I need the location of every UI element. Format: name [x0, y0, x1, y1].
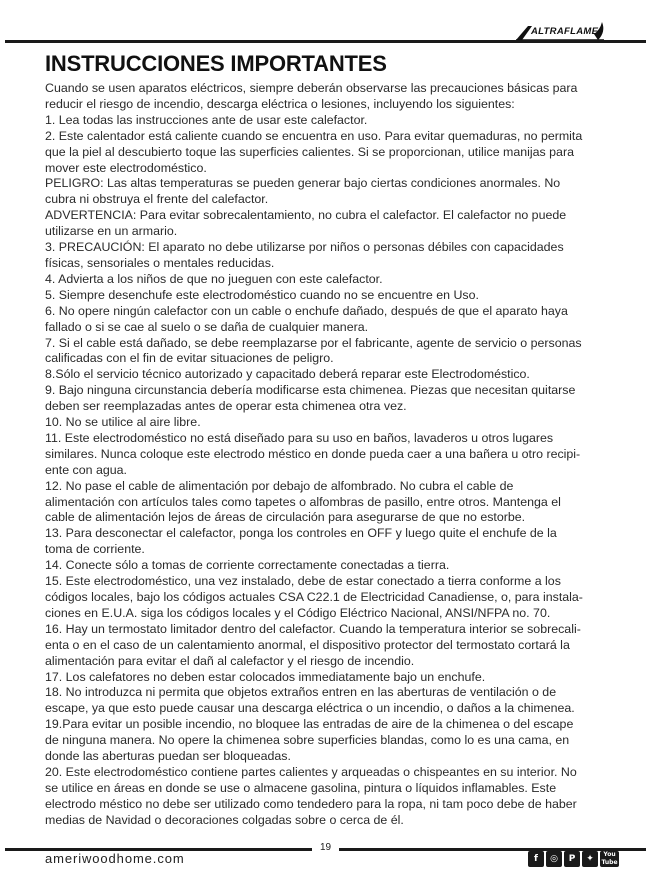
- body-line: 19.Para evitar un posible incendio, no bloquee las entradas de aire de la chimenea o del escape: [45, 717, 574, 732]
- body-line: 18. No introduzca ni permita que objetos extraños entren en las aberturas de ventilación o de: [45, 685, 557, 700]
- page-title: INSTRUCCIONES IMPORTANTES: [45, 51, 387, 76]
- header-rule: [5, 40, 646, 43]
- page-number: 19: [319, 842, 332, 853]
- instagram-icon[interactable]: ◎: [546, 851, 562, 867]
- facebook-icon[interactable]: f: [528, 851, 544, 867]
- body-line: 12. No pase el cable de alimentación por debajo de alfombrado. No cubra el cable de: [45, 478, 514, 493]
- instructions-body: [45, 81, 605, 829]
- body-line: medias de Navidad o decoraciones colgadas sobre o cerca de él.: [45, 812, 404, 827]
- body-line: 17. Los calefatores no deben estar colocados immediatamente bajo un enchufe.: [45, 669, 486, 684]
- body-line: enta o en el caso de un calentamiento anormal, el dispositivo protector del termostato cortará la: [45, 637, 570, 652]
- body-line: cubra ni obstruya el frente del calefactor.: [45, 192, 269, 207]
- body-line: Cuando se usen aparatos eléctricos, siempre deberán observarse las precauciones básicas para: [45, 81, 578, 95]
- body-line: que la piel al descubierto toque las superficies calientes. Si se proporcionan, utilice manijas para: [45, 144, 574, 159]
- twitter-icon[interactable]: ✦: [582, 851, 598, 867]
- body-line: 13. Para desconectar el calefactor, ponga los controles en OFF y luego quite el enchufe de la: [45, 526, 557, 541]
- body-line: 7. Si el cable está dañado, se debe reemplazarse por el fabricante, agente de servicio o personas: [45, 335, 582, 350]
- body-line: 2. Este calentador está caliente cuando se encuentra en uso. Para evitar quemaduras, no permita: [45, 128, 583, 143]
- body-line: ADVERTENCIA: Para evitar sobrecalentamiento, no cubra el calefactor. El calefactor no puede: [45, 208, 567, 223]
- body-line: fallado o si se cae al suelo o se daña de cualquier manera.: [45, 319, 369, 334]
- body-line: 4. Advierta a los niños de que no jueguen con este calefactor.: [45, 271, 383, 286]
- body-line: utilizarse en un armario.: [45, 224, 178, 239]
- body-line: códigos locales, bajo los códigos actuales CSA C22.1 de Electricidad Canadiense, o, para instala-: [45, 590, 583, 604]
- body-line: similares. Nunca coloque este electrodo méstico en donde pueda caer a una bañera u otro recipi-: [45, 446, 581, 461]
- youtube-icon[interactable]: You Tube: [601, 851, 618, 866]
- pinterest-icon[interactable]: P: [564, 851, 580, 867]
- body-line: 3. PRECAUCIÓN: El aparato no debe utilizarse por niños o personas débiles con capacidades: [45, 240, 564, 255]
- body-line: 8.Sólo el servicio técnico autorizado y capacitado deberá reparar este Electrodoméstico.: [45, 367, 530, 382]
- body-line: 6. No opere ningún calefactor con un cable o enchufe dañado, después de que el aparato haya: [45, 303, 568, 318]
- body-line: alimentación con artículos tales como tapetes o alfombras de pasillo, entre otros. Mantenga el: [45, 494, 561, 509]
- body-line: físicas, sensoriales o mentales reducidas.: [45, 255, 275, 270]
- body-line: reducir el riesgo de incendio, descarga eléctrica o lesiones, incluyendo los siguientes:: [45, 96, 515, 111]
- body-line: 16. Hay un termostato limitador dentro del calefactor. Cuando la temperatura interior se sobrecali-: [45, 621, 581, 636]
- brand-logo-text: ALTRAFLAME: [531, 26, 599, 37]
- body-line: 10. No se utilice al aire libre.: [45, 415, 201, 430]
- body-line: cable de alimentación lejos de áreas de circulación para asegurarse de que no estorbe.: [45, 510, 526, 525]
- body-line: 14. Conecte sólo a tomas de corriente correctamente conectadas a tierra.: [45, 558, 450, 573]
- body-line: 15. Este electrodoméstico, una vez instalado, debe de estar conectado a tierra conforme a los: [45, 574, 561, 589]
- body-line: se utilice en áreas en donde se use o almacene gasolina, pintura o líquidos inflamables. Este: [45, 780, 557, 795]
- body-line: 11. Este electrodoméstico no está diseñado para su uso en baños, lavaderos u otros lugares: [45, 430, 554, 445]
- body-line: electrodo méstico no debe ser utilizado como tendedero para la ropa, ni tam poco debe de haber: [45, 796, 577, 811]
- body-line: toma de corriente.: [45, 542, 145, 557]
- body-line: donde las aberturas puedan ser bloqueadas.: [45, 749, 291, 764]
- body-line: 20. Este electrodoméstico contiene partes calientes y arqueadas o chispeantes en su interior. No: [45, 764, 577, 779]
- body-line: mover este electrodoméstico.: [45, 160, 207, 175]
- body-line: ente con agua.: [45, 462, 127, 477]
- body-line: 5. Siempre desenchufe este electrodoméstico cuando no se encuentre en Uso.: [45, 287, 479, 302]
- body-line: 9. Bajo ninguna circunstancia debería modificarse esta chimenea. Piezas que necesitan quitarse: [45, 383, 576, 398]
- footer-website-link[interactable]: ameriwoodhome.com: [45, 851, 185, 866]
- body-line: 1. Lea todas las instrucciones ante de usar este calefactor.: [45, 112, 368, 127]
- body-line: alimentación para evitar el dañ al calefactor y el riesgo de incendio.: [45, 653, 415, 668]
- body-line: calificadas con el fin de evitar situaciones de peligro.: [45, 351, 334, 366]
- body-line: ciones en E.U.A. siga los códigos locales y el Código Eléctrico Nacional, ANSI/NFPA no. 70.: [45, 605, 551, 620]
- body-line: deben ser reemplazadas antes de operar esta chimenea otra vez.: [45, 399, 407, 414]
- body-line: de ninguna manera. No opere la chimenea sobre superficies blandas, como lo es una cama, en: [45, 733, 570, 748]
- social-icons: [528, 851, 619, 867]
- body-line: PELIGRO: Las altas temperaturas se pueden generar bajo ciertas condiciones anormales. No: [45, 176, 561, 191]
- body-line: escape, ya que esto puede causar una descarga eléctrica o un incendio, o daños a la chimenea.: [45, 701, 575, 716]
